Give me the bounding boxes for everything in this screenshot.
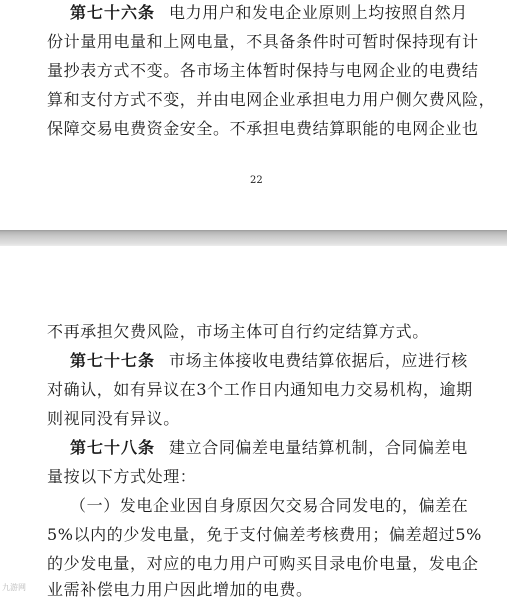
- paragraph-line: 不再承担欠费风险，市场主体可自行约定结算方式。: [47, 322, 429, 341]
- paragraph-line: 5%以内的少发电量，免于支付偏差考核费用；偏差超过5%: [47, 525, 482, 544]
- paragraph-line: （一）发电企业因自身原因欠交易合同发电的，偏差在: [70, 496, 469, 515]
- paragraph-line: [70, 438, 468, 458]
- page-break-divider: [0, 230, 507, 246]
- line-text: 市场主体接收电费结算依据后，应进行核: [169, 351, 468, 370]
- paragraph-line: 量抄表方式不变。各市场主体暂时保持与电网企业的电费结: [47, 61, 479, 80]
- article-heading: 第七十六条: [70, 3, 156, 22]
- paragraph-line: 的少发电量，对应的电力用户可购买目录电价电量，发电企: [47, 554, 479, 573]
- paragraph-line: 份计量用电量和上网电量，不具备条件时可暂时保持现有计: [47, 32, 479, 51]
- paragraph-line: 则视同没有异议。: [47, 409, 180, 428]
- document-page-top: [0, 0, 507, 230]
- paragraph-line: 量按以下方式处理：: [47, 467, 197, 486]
- paragraph-line: [70, 3, 468, 23]
- line-text: 电力用户和发电企业原则上均按照自然月: [169, 3, 468, 22]
- line-text: 建立合同偏差电量结算机制，合同偏差电: [169, 438, 468, 457]
- document-page-bottom: [0, 246, 507, 601]
- article-heading: 第七十七条: [70, 351, 156, 370]
- paragraph-line: 保障交易电费资金安全。不承担电费结算职能的电网企业也: [47, 119, 479, 138]
- watermark-logo: 九游网: [2, 583, 26, 592]
- article-heading: 第七十八条: [70, 438, 156, 457]
- paragraph-line: [70, 351, 468, 371]
- paragraph-line: 对确认，如有异议在3个工作日内通知电力交易机构，逾期: [47, 380, 473, 399]
- page-number: 22: [250, 175, 263, 186]
- paragraph-line: 算和支付方式不变，并由电网企业承担电力用户侧欠费风险，: [47, 90, 496, 109]
- paragraph-line: 业需补偿电力用户因此增加的电费。: [47, 580, 313, 599]
